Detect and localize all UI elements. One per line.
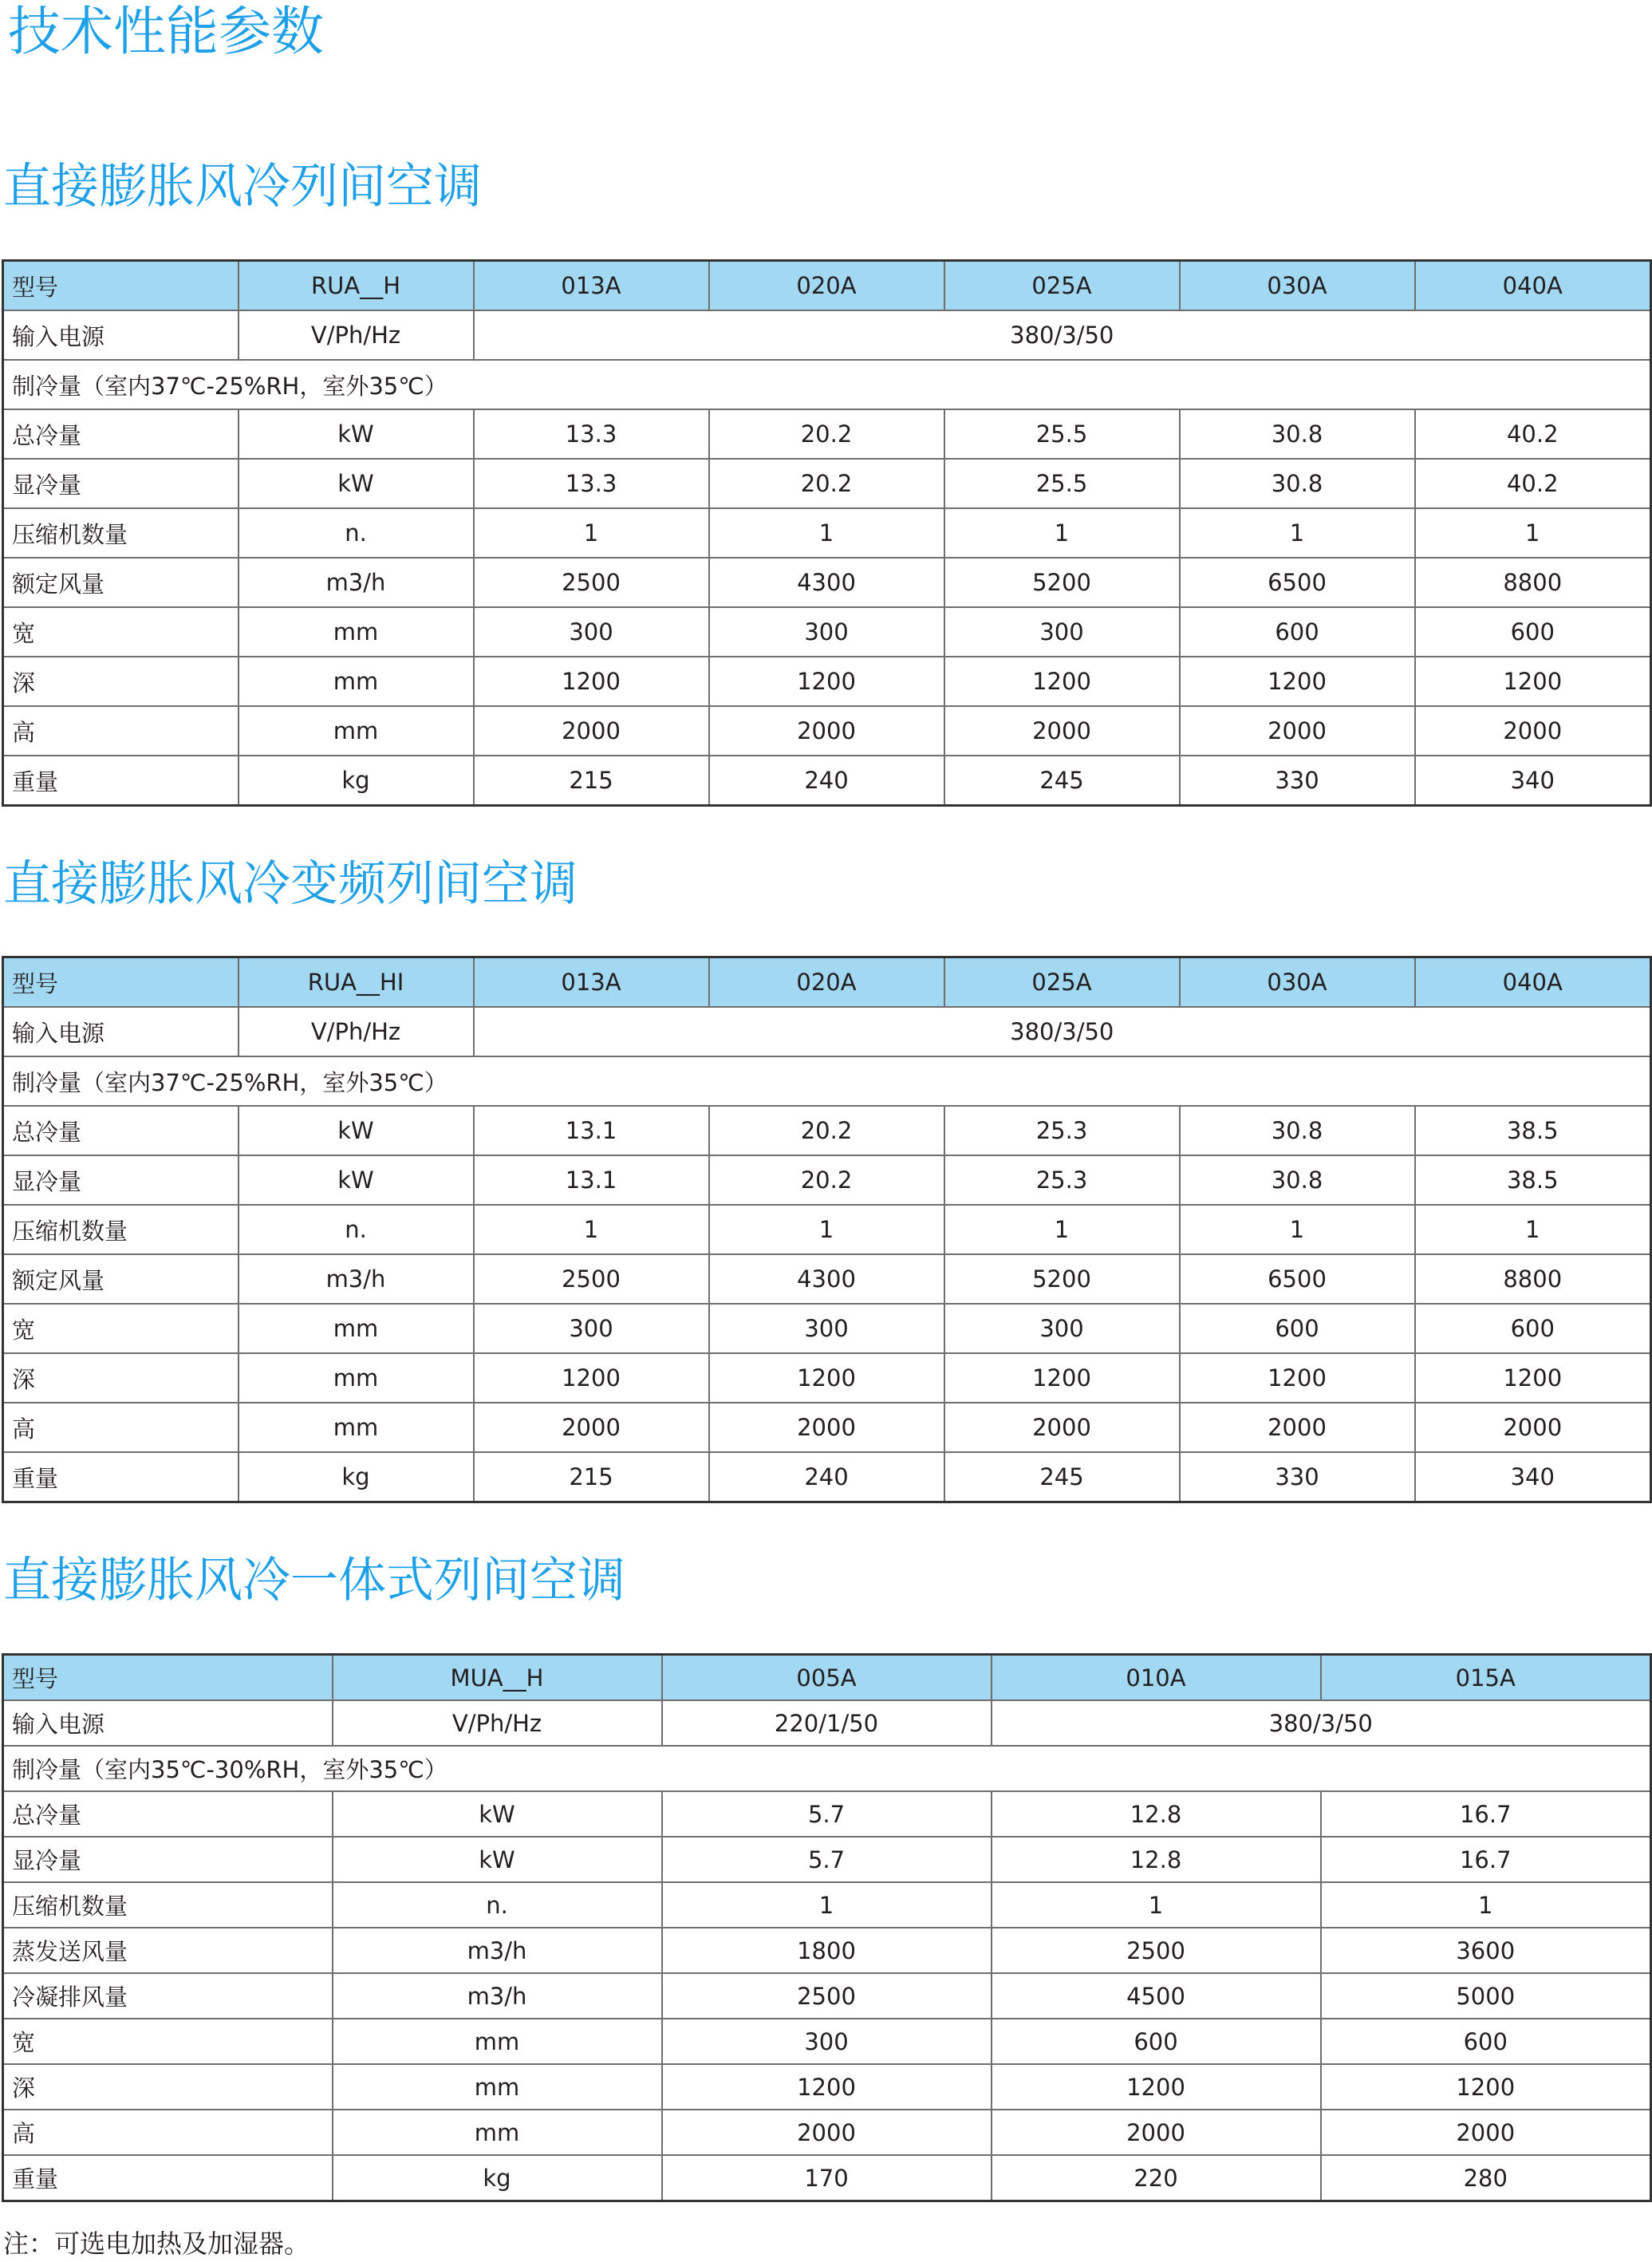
header-cell: 005A [662, 1655, 992, 1701]
table-cell: 600 [1321, 2019, 1651, 2064]
row-label: 总冷量 [3, 1791, 333, 1837]
table-cell: 245 [944, 756, 1180, 806]
table-cell: 1800 [662, 1928, 992, 1973]
table-cell: 220 [992, 2155, 1321, 2201]
table-cell: 340 [1415, 756, 1651, 806]
row-unit: mm [333, 2064, 662, 2110]
table-row [3, 607, 1651, 657]
table-cell: 340 [1415, 1452, 1651, 1502]
row-unit: n. [239, 1205, 474, 1254]
header-cell: 020A [709, 261, 944, 311]
table-cell: 1200 [944, 1353, 1180, 1403]
table-cell: 215 [474, 756, 709, 806]
table-row [3, 1973, 1651, 2019]
table-cell: 1200 [1415, 1353, 1651, 1403]
table-row [3, 1353, 1651, 1403]
table-cell: 300 [474, 607, 709, 657]
row-unit: V/Ph/Hz [333, 1700, 662, 1746]
table-cell: 300 [944, 1304, 1180, 1353]
power-value: 220/1/50 [662, 1700, 992, 1746]
table-cell: 245 [944, 1452, 1180, 1502]
header-cell: 030A [1180, 261, 1415, 311]
table-cell: 1200 [1180, 1353, 1415, 1403]
table-row [3, 409, 1651, 459]
table-cell: 20.2 [709, 409, 944, 459]
table-cell: 1 [944, 508, 1180, 558]
row-unit: kW [239, 1155, 474, 1205]
table-row [3, 508, 1651, 558]
table-cell: 600 [1415, 1304, 1651, 1353]
table-cell: 13.3 [474, 409, 709, 459]
header-cell: MUA__H [333, 1655, 662, 1701]
row-label: 显冷量 [3, 1155, 239, 1205]
row-unit: m3/h [239, 1254, 474, 1304]
table-cell: 3600 [1321, 1928, 1651, 1973]
header-cell: 010A [992, 1655, 1321, 1701]
table-header-row [3, 1655, 1651, 1701]
table-cell: 300 [709, 607, 944, 657]
row-label: 压缩机数量 [3, 508, 239, 558]
spec-table [2, 956, 1652, 1503]
table-cell: 1 [709, 508, 944, 558]
table-cell: 4500 [992, 1973, 1321, 2019]
table-cell: 600 [992, 2019, 1321, 2064]
row-unit: kg [333, 2155, 662, 2201]
row-label: 蒸发送风量 [3, 1928, 333, 1973]
table-row [3, 1254, 1651, 1304]
table-cell: 2000 [662, 2110, 992, 2155]
header-cell: 030A [1180, 957, 1415, 1008]
table-cell: 5.7 [662, 1791, 992, 1837]
table-cell: 1200 [1415, 657, 1651, 706]
table-row [3, 657, 1651, 706]
row-unit: mm [333, 2019, 662, 2064]
table-row [3, 1007, 1651, 1056]
table-cell: 2000 [992, 2110, 1321, 2155]
table-cell: 5000 [1321, 1973, 1651, 2019]
row-label: 宽 [3, 607, 239, 657]
table-cell: 30.8 [1180, 1155, 1415, 1205]
table-cell: 1 [709, 1205, 944, 1254]
table-cell: 600 [1180, 607, 1415, 657]
cooling-condition: 制冷量（室内37℃-25%RH，室外35℃） [3, 360, 1651, 409]
table-cell: 330 [1180, 756, 1415, 806]
table-cell: 600 [1180, 1304, 1415, 1353]
row-label: 压缩机数量 [3, 1205, 239, 1254]
table-row [3, 1452, 1651, 1502]
table-cell: 1 [1180, 508, 1415, 558]
row-label: 总冷量 [3, 409, 239, 459]
row-label: 深 [3, 657, 239, 706]
table-cell: 2000 [709, 1403, 944, 1452]
table-cell: 38.5 [1415, 1106, 1651, 1155]
header-cell: RUA__HI [239, 957, 474, 1008]
table-cell: 600 [1415, 607, 1651, 657]
row-unit: mm [333, 2110, 662, 2155]
table-cell: 13.1 [474, 1155, 709, 1205]
table-cell: 280 [1321, 2155, 1651, 2201]
table-cell: 1 [662, 1882, 992, 1928]
header-cell: 020A [709, 957, 944, 1008]
row-label: 输入电源 [3, 310, 239, 360]
table-row [3, 1791, 1651, 1837]
row-unit: mm [239, 1403, 474, 1452]
power-value: 380/3/50 [474, 1007, 1651, 1056]
row-unit: mm [239, 657, 474, 706]
table-cell: 40.2 [1415, 409, 1651, 459]
table-cell: 25.3 [944, 1155, 1180, 1205]
table-cell: 12.8 [992, 1837, 1321, 1882]
row-unit: mm [239, 1353, 474, 1403]
table-cell: 1200 [1180, 657, 1415, 706]
table-row [3, 1155, 1651, 1205]
table-cell: 5200 [944, 1254, 1180, 1304]
header-cell: 040A [1415, 261, 1651, 311]
table-cell: 170 [662, 2155, 992, 2201]
row-unit: mm [239, 706, 474, 756]
table-cell: 13.1 [474, 1106, 709, 1155]
table-cell: 1200 [1321, 2064, 1651, 2110]
table-cell: 2500 [474, 1254, 709, 1304]
header-cell: 型号 [3, 957, 239, 1008]
table-cell: 13.3 [474, 459, 709, 508]
table-row [3, 756, 1651, 806]
table-cell: 1 [1415, 508, 1651, 558]
row-unit: m3/h [333, 1928, 662, 1973]
table-row [3, 310, 1651, 360]
row-unit: m3/h [239, 558, 474, 607]
table-cell: 40.2 [1415, 459, 1651, 508]
cooling-condition: 制冷量（室内35℃-30%RH，室外35℃） [3, 1746, 1651, 1791]
header-cell: 型号 [3, 1655, 333, 1701]
table-cell: 300 [474, 1304, 709, 1353]
header-cell: RUA__H [239, 261, 474, 311]
table-cell: 2000 [1321, 2110, 1651, 2155]
row-label: 压缩机数量 [3, 1882, 333, 1928]
table-row [3, 1205, 1651, 1254]
table-cell: 2000 [1180, 1403, 1415, 1452]
table-cell: 1200 [709, 1353, 944, 1403]
table-row [3, 1106, 1651, 1155]
row-unit: kW [333, 1791, 662, 1837]
row-label: 额定风量 [3, 558, 239, 607]
table-subheader-row [3, 360, 1651, 409]
page-title: 技术性能参数 [8, 1, 324, 62]
row-unit: V/Ph/Hz [239, 1007, 474, 1056]
table-cell: 5.7 [662, 1837, 992, 1882]
table-cell: 1200 [992, 2064, 1321, 2110]
table-cell: 240 [709, 756, 944, 806]
table-cell: 2000 [944, 1403, 1180, 1452]
row-unit: m3/h [333, 1973, 662, 2019]
row-label: 深 [3, 1353, 239, 1403]
row-unit: kW [239, 409, 474, 459]
table-cell: 2500 [992, 1928, 1321, 1973]
row-label: 显冷量 [3, 459, 239, 508]
table-cell: 16.7 [1321, 1791, 1651, 1837]
table-cell: 38.5 [1415, 1155, 1651, 1205]
table-cell: 8800 [1415, 1254, 1651, 1304]
header-cell: 015A [1321, 1655, 1651, 1701]
row-label: 宽 [3, 1304, 239, 1353]
table-cell: 300 [944, 607, 1180, 657]
header-cell: 013A [474, 261, 709, 311]
table-cell: 1 [474, 1205, 709, 1254]
row-label: 重量 [3, 2155, 333, 2201]
table-cell: 1 [1321, 1882, 1651, 1928]
section-title: 直接膨胀风冷一体式列间空调 [3, 1553, 625, 1609]
power-value: 380/3/50 [474, 310, 1651, 360]
header-cell: 025A [944, 957, 1180, 1008]
row-unit: kW [333, 1837, 662, 1882]
row-unit: mm [239, 1304, 474, 1353]
row-unit: kg [239, 756, 474, 806]
row-label: 输入电源 [3, 1007, 239, 1056]
table-cell: 330 [1180, 1452, 1415, 1502]
header-cell: 型号 [3, 261, 239, 311]
table-cell: 1 [474, 508, 709, 558]
table-cell: 1200 [474, 1353, 709, 1403]
section-title: 直接膨胀风冷列间空调 [3, 159, 482, 215]
table-row [3, 1882, 1651, 1928]
table-cell: 30.8 [1180, 1106, 1415, 1155]
spec-table [2, 1653, 1652, 2202]
table-cell: 12.8 [992, 1791, 1321, 1837]
table-cell: 1 [1415, 1205, 1651, 1254]
table-row [3, 2019, 1651, 2064]
table-cell: 20.2 [709, 1106, 944, 1155]
table-row [3, 459, 1651, 508]
header-cell: 040A [1415, 957, 1651, 1008]
table-cell: 16.7 [1321, 1837, 1651, 1882]
table-subheader-row [3, 1746, 1651, 1791]
row-unit: kW [239, 1106, 474, 1155]
cooling-condition: 制冷量（室内37℃-25%RH，室外35℃） [3, 1056, 1651, 1106]
table-cell: 1200 [709, 657, 944, 706]
table-subheader-row [3, 1056, 1651, 1106]
row-label: 输入电源 [3, 1700, 333, 1746]
row-label: 总冷量 [3, 1106, 239, 1155]
table-row [3, 1837, 1651, 1882]
row-label: 宽 [3, 2019, 333, 2064]
table-cell: 25.3 [944, 1106, 1180, 1155]
table-cell: 8800 [1415, 558, 1651, 607]
table-cell: 30.8 [1180, 459, 1415, 508]
table-cell: 2000 [944, 706, 1180, 756]
table-cell: 25.5 [944, 409, 1180, 459]
table-cell: 20.2 [709, 1155, 944, 1205]
table-cell: 2000 [474, 706, 709, 756]
table-cell: 1 [1180, 1205, 1415, 1254]
table-cell: 5200 [944, 558, 1180, 607]
row-label: 显冷量 [3, 1837, 333, 1882]
table-cell: 1200 [474, 657, 709, 706]
table-cell: 240 [709, 1452, 944, 1502]
footnote: 注：可选电加热及加湿器。 [3, 2228, 310, 2259]
row-label: 额定风量 [3, 1254, 239, 1304]
table-cell: 300 [709, 1304, 944, 1353]
table-cell: 215 [474, 1452, 709, 1502]
row-unit: V/Ph/Hz [239, 310, 474, 360]
table-row [3, 2064, 1651, 2110]
table-cell: 4300 [709, 558, 944, 607]
table-cell: 2000 [1415, 706, 1651, 756]
table-row [3, 1304, 1651, 1353]
table-header-row [3, 957, 1651, 1008]
table-cell: 1200 [662, 2064, 992, 2110]
row-unit: n. [333, 1882, 662, 1928]
table-cell: 6500 [1180, 558, 1415, 607]
table-cell: 2500 [474, 558, 709, 607]
header-cell: 025A [944, 261, 1180, 311]
header-cell: 013A [474, 957, 709, 1008]
row-label: 高 [3, 706, 239, 756]
row-unit: n. [239, 508, 474, 558]
table-cell: 1 [992, 1882, 1321, 1928]
table-row [3, 706, 1651, 756]
row-label: 重量 [3, 1452, 239, 1502]
spec-table [2, 259, 1652, 807]
table-row [3, 1928, 1651, 1973]
row-label: 高 [3, 1403, 239, 1452]
table-row [3, 1403, 1651, 1452]
row-unit: kg [239, 1452, 474, 1502]
row-unit: mm [239, 607, 474, 657]
table-row [3, 558, 1651, 607]
table-cell: 20.2 [709, 459, 944, 508]
table-row [3, 2155, 1651, 2201]
table-cell: 2000 [474, 1403, 709, 1452]
table-cell: 1 [944, 1205, 1180, 1254]
table-cell: 1200 [944, 657, 1180, 706]
table-cell: 30.8 [1180, 409, 1415, 459]
section-title: 直接膨胀风冷变频列间空调 [3, 856, 578, 912]
table-cell: 4300 [709, 1254, 944, 1304]
table-cell: 2000 [1415, 1403, 1651, 1452]
row-label: 高 [3, 2110, 333, 2155]
table-row [3, 2110, 1651, 2155]
power-value: 380/3/50 [992, 1700, 1651, 1746]
table-header-row [3, 261, 1651, 311]
row-label: 冷凝排风量 [3, 1973, 333, 2019]
row-label: 重量 [3, 756, 239, 806]
table-cell: 2500 [662, 1973, 992, 2019]
table-cell: 6500 [1180, 1254, 1415, 1304]
row-label: 深 [3, 2064, 333, 2110]
table-cell: 2000 [1180, 706, 1415, 756]
table-cell: 25.5 [944, 459, 1180, 508]
table-cell: 2000 [709, 706, 944, 756]
row-unit: kW [239, 459, 474, 508]
table-row [3, 1700, 1651, 1746]
table-cell: 300 [662, 2019, 992, 2064]
